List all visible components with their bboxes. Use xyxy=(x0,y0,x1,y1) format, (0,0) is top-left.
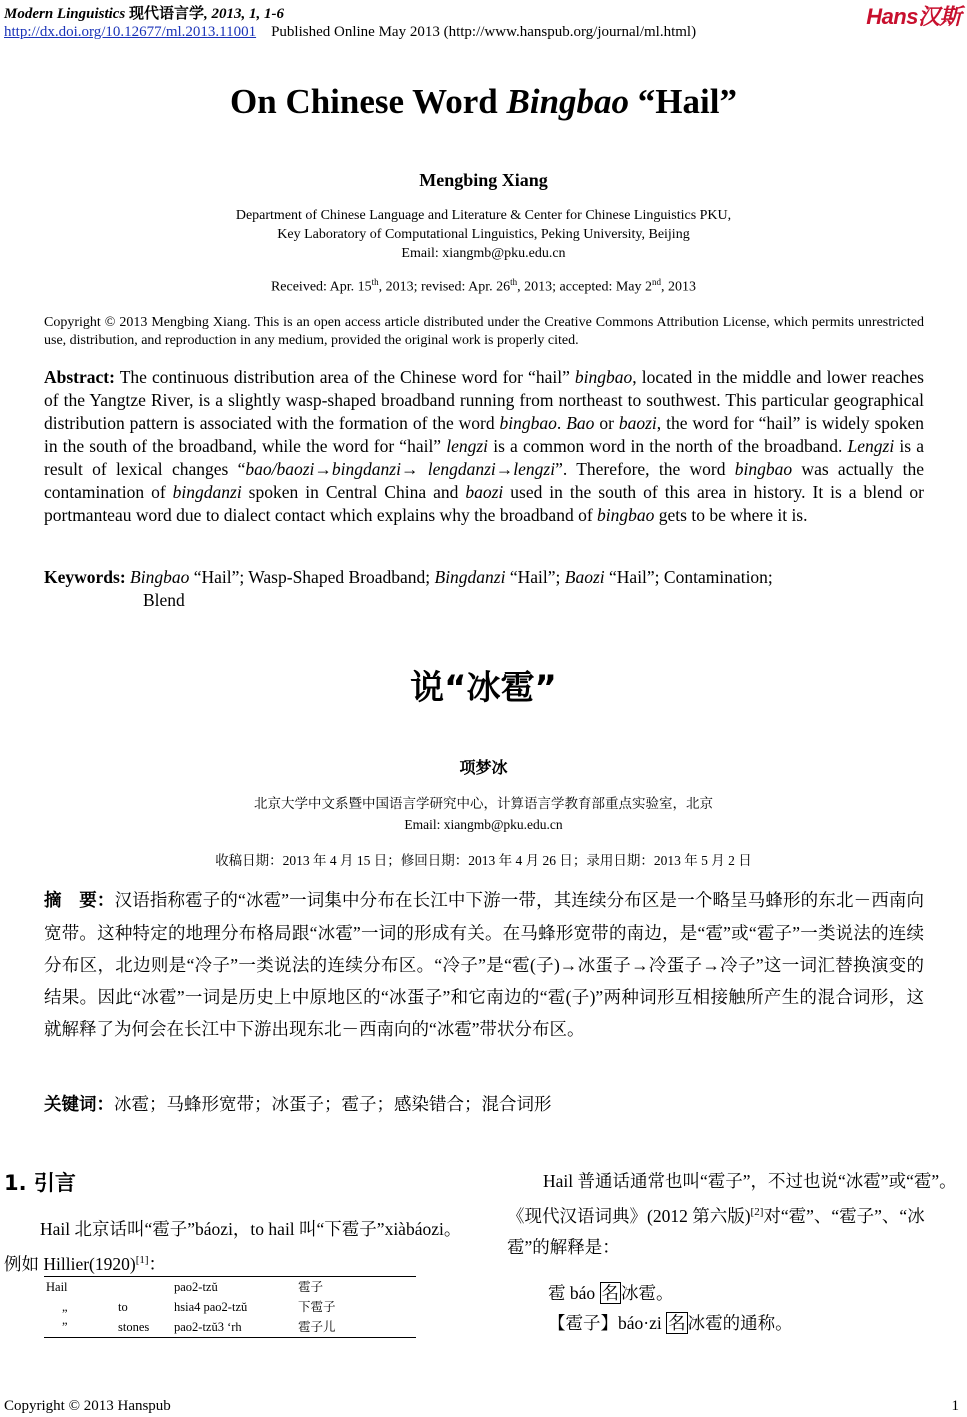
keyword-term: Baozi xyxy=(564,567,605,587)
keyword-text: Blend xyxy=(143,590,185,610)
keyword-text: “Hail”; Wasp-Shaped Broadband; xyxy=(189,567,435,587)
chinese-email: Email: xiangmb@pku.edu.cn xyxy=(404,817,563,832)
abstract-term: baozi xyxy=(618,413,657,433)
keyword-term: Bingdanzi xyxy=(434,567,506,587)
affiliation xyxy=(0,206,967,263)
title-italic: Bingbao xyxy=(506,82,630,121)
chinese-abstract xyxy=(44,884,924,1045)
ordinal-sup: th xyxy=(510,277,518,287)
abstract-term: bingbao xyxy=(597,505,655,525)
doi-link[interactable]: http://dx.doi.org/10.12677/ml.2013.11001 xyxy=(4,24,257,40)
table-cell: 下雹子 xyxy=(298,1300,336,1314)
body-paragraph xyxy=(507,1166,963,1263)
chinese-keywords-text: 冰雹；马蜂形宽带；冰蛋子；雹子；感染错合；混合词形 xyxy=(114,1094,552,1114)
abstract-term: bingbao xyxy=(499,413,557,433)
table-row xyxy=(44,1317,416,1338)
abstract-text: is a result of lexical changes “ xyxy=(44,436,924,479)
abstract-text: ”. Therefore, the word xyxy=(555,459,735,479)
accepted-text: , 2013; accepted: May 2 xyxy=(517,279,653,295)
journal-name-cn: 现代语言学 xyxy=(129,6,205,22)
table-cell: 雹子儿 xyxy=(296,1317,416,1338)
abstract-text: used in the south of this area in history. It is a blend or portmanteau word due to dialect contact which explains why the broadband of xyxy=(44,482,924,525)
abstract-text: , the word for “hail” is widely spoken in the south of the broadband, while the word for “hail” xyxy=(44,413,925,456)
published-online: Published Online May 2013 (http://www.hanspub.org/journal/ml.html) xyxy=(271,24,697,40)
entry-definition: 冰雹的通称。 xyxy=(687,1313,793,1333)
abstract-term: Bao xyxy=(566,413,595,433)
journal-header xyxy=(4,2,284,23)
abstract-text: spoken in Central China and xyxy=(241,482,466,502)
abstract-term: bao/baozi→bingdanzi→ lengdanzi→lengzi xyxy=(245,459,556,479)
section-heading: 1. 引言 xyxy=(4,1171,76,1195)
entry-head: 雹 báo xyxy=(548,1283,600,1303)
chinese-abstract-text: 汉语指称雹子的“冰雹”一词集中分布在长江中下游一带，其连续分布区是一个略呈马蜂形的东北－西南向宽带。这种特定的地理分布格局跟“冰雹”一词的形成有关。在马蜂形宽带的南边，是“雹”或“雹子”一类说法的连续分布区，北边则是“冷子”一类说法的连续分布区。“冷子”是“雹(子)→冰蛋子→冷蛋子→冷子”这一词汇替换演变的结果。因此“冰雹”一词是历史上中原地区的“冰蛋子”和它南边的“雹(子)”两种词形互相接触所产生的混合词形，这就解释了为何会在长江中下游出现东北－西南向的“冰雹”带状分布区。 xyxy=(44,890,925,1039)
abstract-text: or xyxy=(594,413,619,433)
abstract-text: . xyxy=(556,413,567,433)
abstract-text: , located in the middle and lower reaches of the Yangtze River, is a slightly wasp-shaped broadband running from northeast to southwest. This particular geographical distribution pattern is associated with the formation of the word xyxy=(44,367,924,433)
title-text-end: “Hail” xyxy=(629,82,737,121)
chinese-received-dates: 收稿日期：2013 年 4 月 15 日；修回日期：2013 年 4 月 26 日；录用日期：2013 年 5 月 2 日 xyxy=(215,853,752,868)
dictionary-entry xyxy=(548,1280,674,1305)
abstract-term: bingdanzi xyxy=(172,482,242,502)
table-cell: pao2-tzŭ3 ‘rh xyxy=(172,1317,296,1338)
copyright-notice: Copyright © 2013 Mengbing Xiang. This is an open access article distributed under the Creative Commons Attribution License, which permits unrestricted use, distribution, and reproduction in any medium, provided the original work is properly cited. xyxy=(44,315,924,348)
keyword-term: Bingbao xyxy=(130,567,190,587)
journal-volume: , 2013, 1, 1-6 xyxy=(204,6,285,22)
dictionary-entry xyxy=(548,1310,793,1335)
citation-ref[interactable]: [2] xyxy=(750,1206,764,1218)
table-cell xyxy=(116,1277,172,1298)
table-cell: Hail xyxy=(44,1277,116,1298)
abstract-text: was actually the contamination of xyxy=(44,459,924,502)
abstract-label: Abstract: xyxy=(44,367,115,387)
paragraph-text: ： xyxy=(148,1253,167,1274)
received-text: Received: Apr. 15 xyxy=(270,279,372,295)
abstract-term: lengzi xyxy=(446,436,489,456)
chinese-keywords-label: 关键词： xyxy=(44,1095,114,1115)
ordinal-sup: nd xyxy=(652,277,662,287)
pos-tag: 名 xyxy=(668,1313,686,1333)
abstract-term: bingbao xyxy=(574,367,633,387)
table-row xyxy=(44,1297,416,1317)
table-cell: ” xyxy=(44,1317,116,1338)
table-cell: pao2-tzŭ xyxy=(172,1277,296,1298)
abstract xyxy=(44,366,924,527)
paragraph-text: 对“雹”、“雹子”、“冰雹”的解释是： xyxy=(507,1205,925,1257)
keywords-label: Keywords: xyxy=(44,567,126,587)
abstract-term: Lengzi xyxy=(847,436,895,456)
footer-copyright: Copyright © 2013 Hanspub xyxy=(4,1398,171,1414)
abstract-term: bingbao xyxy=(734,459,793,479)
table-cell: 雹子 xyxy=(296,1277,416,1298)
table-cell: stones xyxy=(116,1317,172,1338)
abstract-term: baozi xyxy=(465,482,504,502)
doi-line xyxy=(4,24,696,41)
title-text: On Chinese Word xyxy=(230,82,507,121)
chinese-affiliation xyxy=(0,793,967,835)
page-number: 1 xyxy=(951,1398,959,1414)
keywords xyxy=(44,566,924,612)
table-row xyxy=(44,1277,416,1298)
affiliation-line: Department of Chinese Language and Literature & Center for Chinese Linguistics PKU, xyxy=(235,208,732,223)
year-text: , 2013 xyxy=(661,279,697,295)
received-dates xyxy=(0,277,967,296)
affiliation-line: Key Laboratory of Computational Linguistics, Peking University, Beijing xyxy=(277,227,690,242)
revised-text: , 2013; revised: Apr. 26 xyxy=(378,279,511,295)
paper-title xyxy=(0,82,967,122)
author-name: Mengbing Xiang xyxy=(419,170,548,190)
abstract-text: gets to be where it is. xyxy=(654,505,808,525)
citation-ref[interactable]: [1] xyxy=(135,1254,149,1266)
paragraph-text: Hail 北京话叫“雹子”báozi，to hail 叫“下雹子”xiàbáozi。例如 Hillier(1920) xyxy=(4,1219,462,1274)
keyword-text: “Hail”; xyxy=(505,567,565,587)
hans-logo: Hans汉斯 xyxy=(866,4,961,29)
ordinal-sup: th xyxy=(371,277,379,287)
hail-table xyxy=(44,1276,416,1338)
entry-definition: 冰雹。 xyxy=(621,1283,674,1303)
table-cell: hsia4 pao2-tzŭ xyxy=(174,1300,248,1314)
keyword-text: “Hail”; Contamination; xyxy=(604,567,773,587)
chinese-abstract-label: 摘 要： xyxy=(44,891,115,911)
chinese-affiliation-line: 北京大学中文系暨中国语言学研究中心，计算语言学教育部重点实验室，北京 xyxy=(254,796,713,811)
body-paragraph xyxy=(4,1214,466,1280)
table-cell: to xyxy=(118,1300,128,1314)
author-email: Email: xiangmb@pku.edu.cn xyxy=(401,246,566,261)
abstract-text: The continuous distribution area of the Chinese word for “hail” xyxy=(114,367,575,387)
chinese-author: 项梦冰 xyxy=(459,758,508,777)
chinese-title: 说“冰雹” xyxy=(410,668,557,708)
entry-head: 【雹子】báo·zi xyxy=(548,1313,667,1333)
journal-name: Modern Linguistics xyxy=(4,6,126,22)
chinese-keywords xyxy=(44,1091,924,1118)
table-cell: „ xyxy=(62,1300,68,1314)
paragraph-text: Hail 普通话通常也叫“雹子”，不过也说“冰雹”或“雹”。《现代汉语词典》(2012 第六版) xyxy=(507,1171,957,1226)
abstract-text: is a common word in the north of the broadband. xyxy=(488,436,848,456)
pos-tag: 名 xyxy=(601,1283,620,1303)
